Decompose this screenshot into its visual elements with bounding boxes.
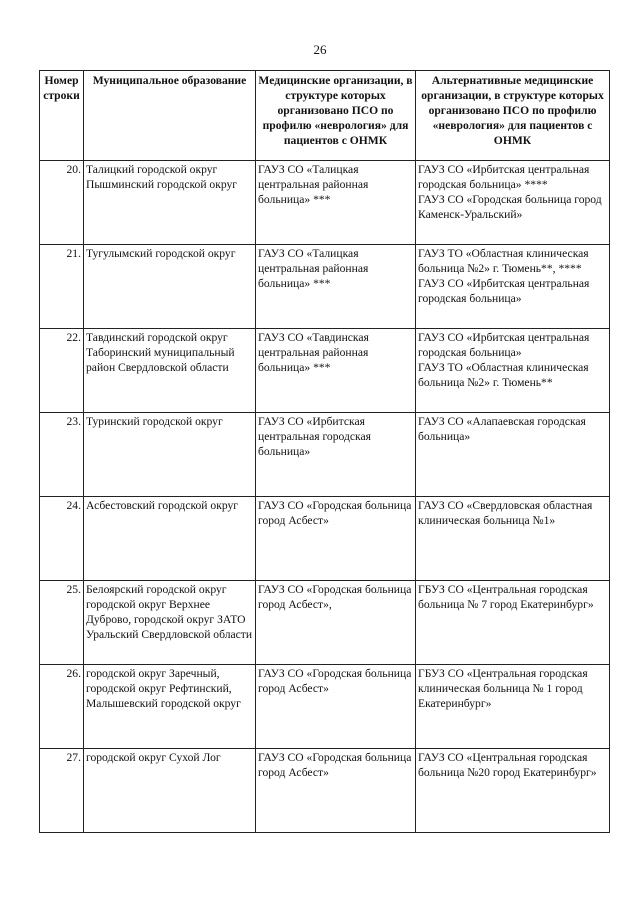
municipality-name: Белоярский городской округ bbox=[86, 583, 227, 596]
alternative-organization: ГАУЗ ТО «Областная клиническая больница №2» г. Тюмень**, **** bbox=[418, 247, 589, 275]
municipality-cell bbox=[84, 413, 256, 497]
municipality-name: Тугулымский городской округ bbox=[86, 247, 236, 260]
municipality-cell bbox=[84, 329, 256, 413]
table-row bbox=[40, 245, 610, 329]
page-number: 26 bbox=[313, 42, 327, 57]
alternative-organization-cell bbox=[416, 581, 610, 665]
municipality-name: городской округ Сухой Лог bbox=[86, 751, 221, 764]
municipality-cell bbox=[84, 497, 256, 581]
alternative-organization-cell bbox=[416, 245, 610, 329]
municipality-cell bbox=[84, 245, 256, 329]
main-organization-cell: ГАУЗ СО «Талицкая центральная районная больница» *** bbox=[256, 245, 416, 329]
header-row-number: Номер строки bbox=[40, 71, 84, 161]
municipality-name: Таборинский муниципальный район Свердловской области bbox=[86, 346, 235, 374]
row-number: 23. bbox=[40, 413, 84, 497]
municipality-name: Талицкий городской округ bbox=[86, 163, 218, 176]
table-row bbox=[40, 413, 610, 497]
row-number: 22. bbox=[40, 329, 84, 413]
alternative-organization: ГАУЗ СО «Ирбитская центральная городская больница» bbox=[418, 331, 590, 359]
municipality-cell bbox=[84, 665, 256, 749]
table-row bbox=[40, 665, 610, 749]
alternative-organization-cell bbox=[416, 665, 610, 749]
row-number: 24. bbox=[40, 497, 84, 581]
municipality-name: городской округ Верхнее Дуброво, городской округ ЗАТО Уральский Свердловской области bbox=[86, 598, 253, 641]
alternative-organization-cell bbox=[416, 749, 610, 833]
header-main-organization: Медицинские организации, в структуре которых организовано ПСО по профилю «неврология» для пациентов с ОНМК bbox=[256, 71, 416, 161]
table-row bbox=[40, 581, 610, 665]
row-number: 26. bbox=[40, 665, 84, 749]
alternative-organization: ГАУЗ СО «Ирбитская центральная городская больница» **** bbox=[418, 163, 590, 191]
municipality-cell bbox=[84, 749, 256, 833]
municipality-name: Пышминский городской округ bbox=[86, 178, 238, 191]
main-organization-cell: ГАУЗ СО «Городская больница город Асбест» bbox=[256, 665, 416, 749]
row-number: 20. bbox=[40, 161, 84, 245]
row-number: 27. bbox=[40, 749, 84, 833]
table-row bbox=[40, 329, 610, 413]
alternative-organization: ГАУЗ СО «Алапаевская городская больница» bbox=[418, 415, 586, 443]
main-organization-cell: ГАУЗ СО «Талицкая центральная районная больница» *** bbox=[256, 161, 416, 245]
table-row bbox=[40, 749, 610, 833]
alternative-organization-cell bbox=[416, 161, 610, 245]
municipality-name: Асбестовский городской округ bbox=[86, 499, 239, 512]
municipality-cell bbox=[84, 161, 256, 245]
alternative-organization: ГБУЗ СО «Центральная городская больница № 7 город Екатеринбург» bbox=[418, 583, 594, 611]
municipality-name: городской округ Заречный, городской округ Рефтинский, Малышевский городской округ bbox=[86, 667, 241, 710]
header-alternative-organization: Альтернативные медицинские организации, в структуре которых организовано ПСО по профилю «неврология» для пациентов с ОНМК bbox=[416, 71, 610, 161]
alternative-organization: ГАУЗ СО «Центральная городская больница №20 город Екатеринбург» bbox=[418, 751, 597, 779]
main-organization-cell: ГАУЗ СО «Ирбитская центральная городская больница» bbox=[256, 413, 416, 497]
table-row bbox=[40, 161, 610, 245]
main-organization-cell: ГАУЗ СО «Городская больница город Асбест» bbox=[256, 749, 416, 833]
alternative-organization: ГАУЗ СО «Ирбитская центральная городская больница» bbox=[418, 277, 590, 305]
row-number: 25. bbox=[40, 581, 84, 665]
alternative-organization-cell bbox=[416, 413, 610, 497]
alternative-organization: ГАУЗ ТО «Областная клиническая больница №2» г. Тюмень** bbox=[418, 361, 589, 389]
main-organization-cell: ГАУЗ СО «Городская больница город Асбест», bbox=[256, 581, 416, 665]
municipality-cell bbox=[84, 581, 256, 665]
municipality-name: Тавдинский городской округ bbox=[86, 331, 228, 344]
main-organization-cell: ГАУЗ СО «Тавдинская центральная районная больница» *** bbox=[256, 329, 416, 413]
table-row bbox=[40, 497, 610, 581]
alternative-organization-cell bbox=[416, 329, 610, 413]
hospital-routing-table bbox=[39, 70, 610, 833]
alternative-organization: ГАУЗ СО «Городская больница город Каменск-Уральский» bbox=[418, 193, 602, 221]
alternative-organization: ГБУЗ СО «Центральная городская клиническая больница № 1 город Екатеринбург» bbox=[418, 667, 588, 710]
municipality-name: Туринский городской округ bbox=[86, 415, 223, 428]
table-header-row bbox=[40, 71, 610, 161]
row-number: 21. bbox=[40, 245, 84, 329]
alternative-organization: ГАУЗ СО «Свердловская областная клиническая больница №1» bbox=[418, 499, 593, 527]
main-organization-cell: ГАУЗ СО «Городская больница город Асбест» bbox=[256, 497, 416, 581]
alternative-organization-cell bbox=[416, 497, 610, 581]
header-municipality: Муниципальное образование bbox=[84, 71, 256, 161]
